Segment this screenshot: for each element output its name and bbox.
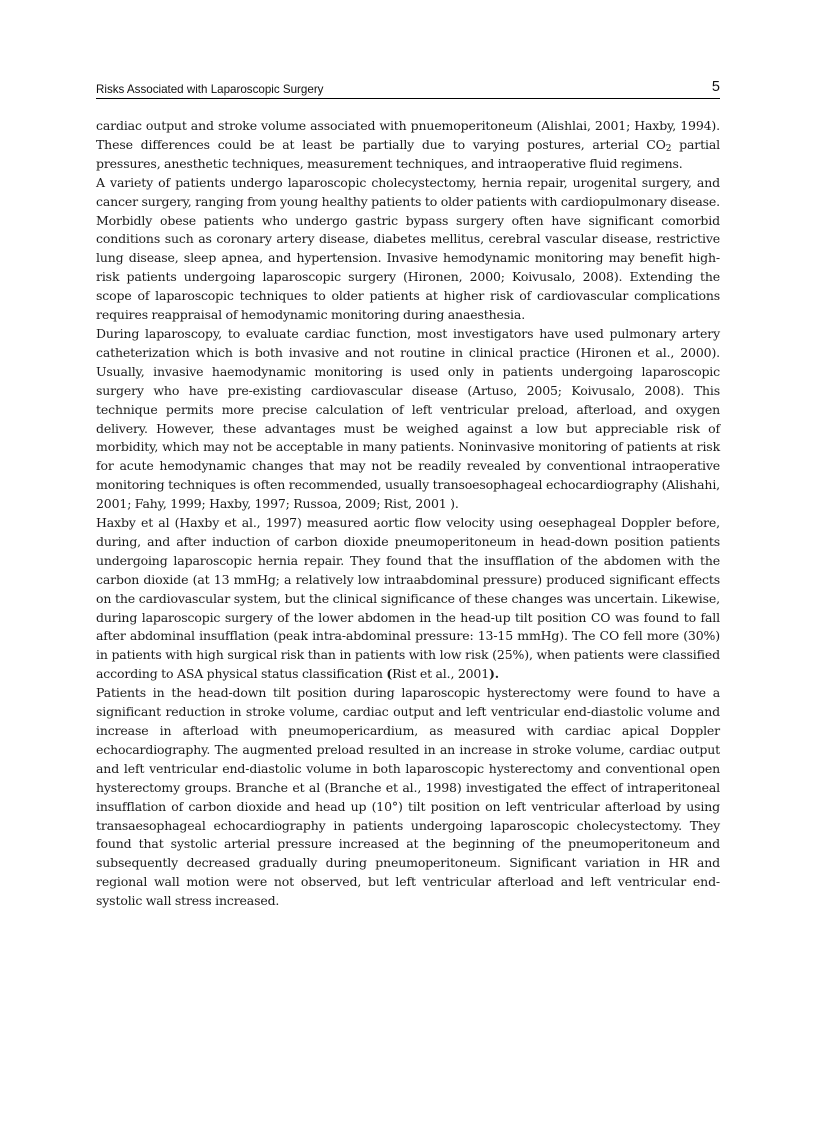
paragraph-1: cardiac output and stroke volume associated with pnuemoperitoneum (Alishlai, 2001; Haxby, 1994). These differences could be at least be partially due to varying postures, arterial $CO_2$ partial pressures, anesthetic techniques, measurement techniques, and intraoperative fluid regimens. — [96, 118, 721, 171]
body-text — [96, 117, 720, 911]
paragraph-4: Haxby et al (Haxby et al., 1997) measured aortic flow velocity using oesephageal Doppler before, during, and after induction of carbon dioxide pneumoperitoneum in head-down position patients undergoing laparoscopic hernia repair. They found that the insufflation of the abdomen with the carbon dioxide (at 13 mmHg; a relatively low intraabdominal pressure) produced significant effects on the cardiovascular system, but the clinical significance of these changes was uncertain. Likewise, during laparoscopic surgery of the lower abdomen in the head-up tilt position CO was found to fall after abdominal insufflation (peak intra-abdominal pressure: 13-15 mmHg). The CO fell more (30%) in patients with high surgical risk than in patients with low risk (25%), when patients were classified according to ASA physical status classification (Rist et al., 2001). — [96, 515, 720, 682]
running-title: Risks Associated with Laparoscopic Surgery — [96, 83, 324, 96]
paragraph-2: A variety of patients undergo laparoscopic cholecystectomy, hernia repair, urogenital surgery, and cancer surgery, ranging from young healthy patients to older patients with cardiopulmonary disease. Morbidly obese patients who undergo gastric bypass surgery often have significant comorbid conditions such as coronary artery disease, diabetes mellitus, cerebral vascular disease, restrictive lung disease, sleep apnea, and hypertension. Invasive hemodynamic monitoring may benefit high-risk patients undergoing laparoscopic surgery (Hironen, 2000; Koivusalo, 2008). Extending the scope of laparoscopic techniques to older patients at higher risk of cardiovascular complications requires reappraisal of hemodynamic monitoring during anaesthesia. — [96, 174, 720, 323]
subscript-2: 2 — [665, 143, 672, 154]
paragraph-5: Patients in the head-down tilt position during laparoscopic hysterectomy were found to have a significant reduction in stroke volume, cardiac output and left ventricular end-diastolic volume and increase in afterload with pneumopericardium, as measured with cardiac apical Doppler echocardiography. The augmented preload resulted in an increase in stroke volume, cardiac output and left ventricular end-diastolic volume in both laparoscopic hysterectomy and conventional open hysterectomy groups. Branche et al (Branche et al., 1998) investigated the effect of intraperitoneal insufflation of carbon dioxide and head up (10°) tilt position on left ventricular afterload by using transaesophageal echocardiography in patients undergoing laparoscopic cholecystectomy. They found that systolic arterial pressure increased at the beginning of the pneumoperitoneum and subsequently decreased gradually during pneumoperitoneum. Significant variation in HR and regional wall motion were not observed, but left ventricular afterload and left ventricular end-systolic wall stress increased. — [96, 685, 720, 909]
citation: Rist et al., 2001 — [392, 666, 490, 682]
page-number: 5 — [711, 79, 720, 95]
running-header — [96, 80, 720, 99]
paragraph-3: During laparoscopy, to evaluate cardiac function, most investigators have used pulmonary artery catheterization which is both invasive and not routine in clinical practice (Hironen et al., 2000). Usually, invasive haemodynamic monitoring is used only in patients undergoing laparoscopic surgery who have pre-existing cardiovascular disease (Artuso, 2005; Koivusalo, 2008). This technique permits more precise calculation of left ventricular preload, afterload, and oxygen delivery. However, these advantages must be weighed against a low but appreciable risk of morbidity, which may not be acceptable in many patients. Noninvasive monitoring of patients at risk for acute hemodynamic changes that may not be readily revealed by conventional intraoperative monitoring techniques is often recommended, usually transoesophageal echocardiography (Alishahi, 2001; Fahy, 1999; Haxby, 1997; Russoa, 2009; Rist, 2001 ). — [96, 325, 720, 512]
